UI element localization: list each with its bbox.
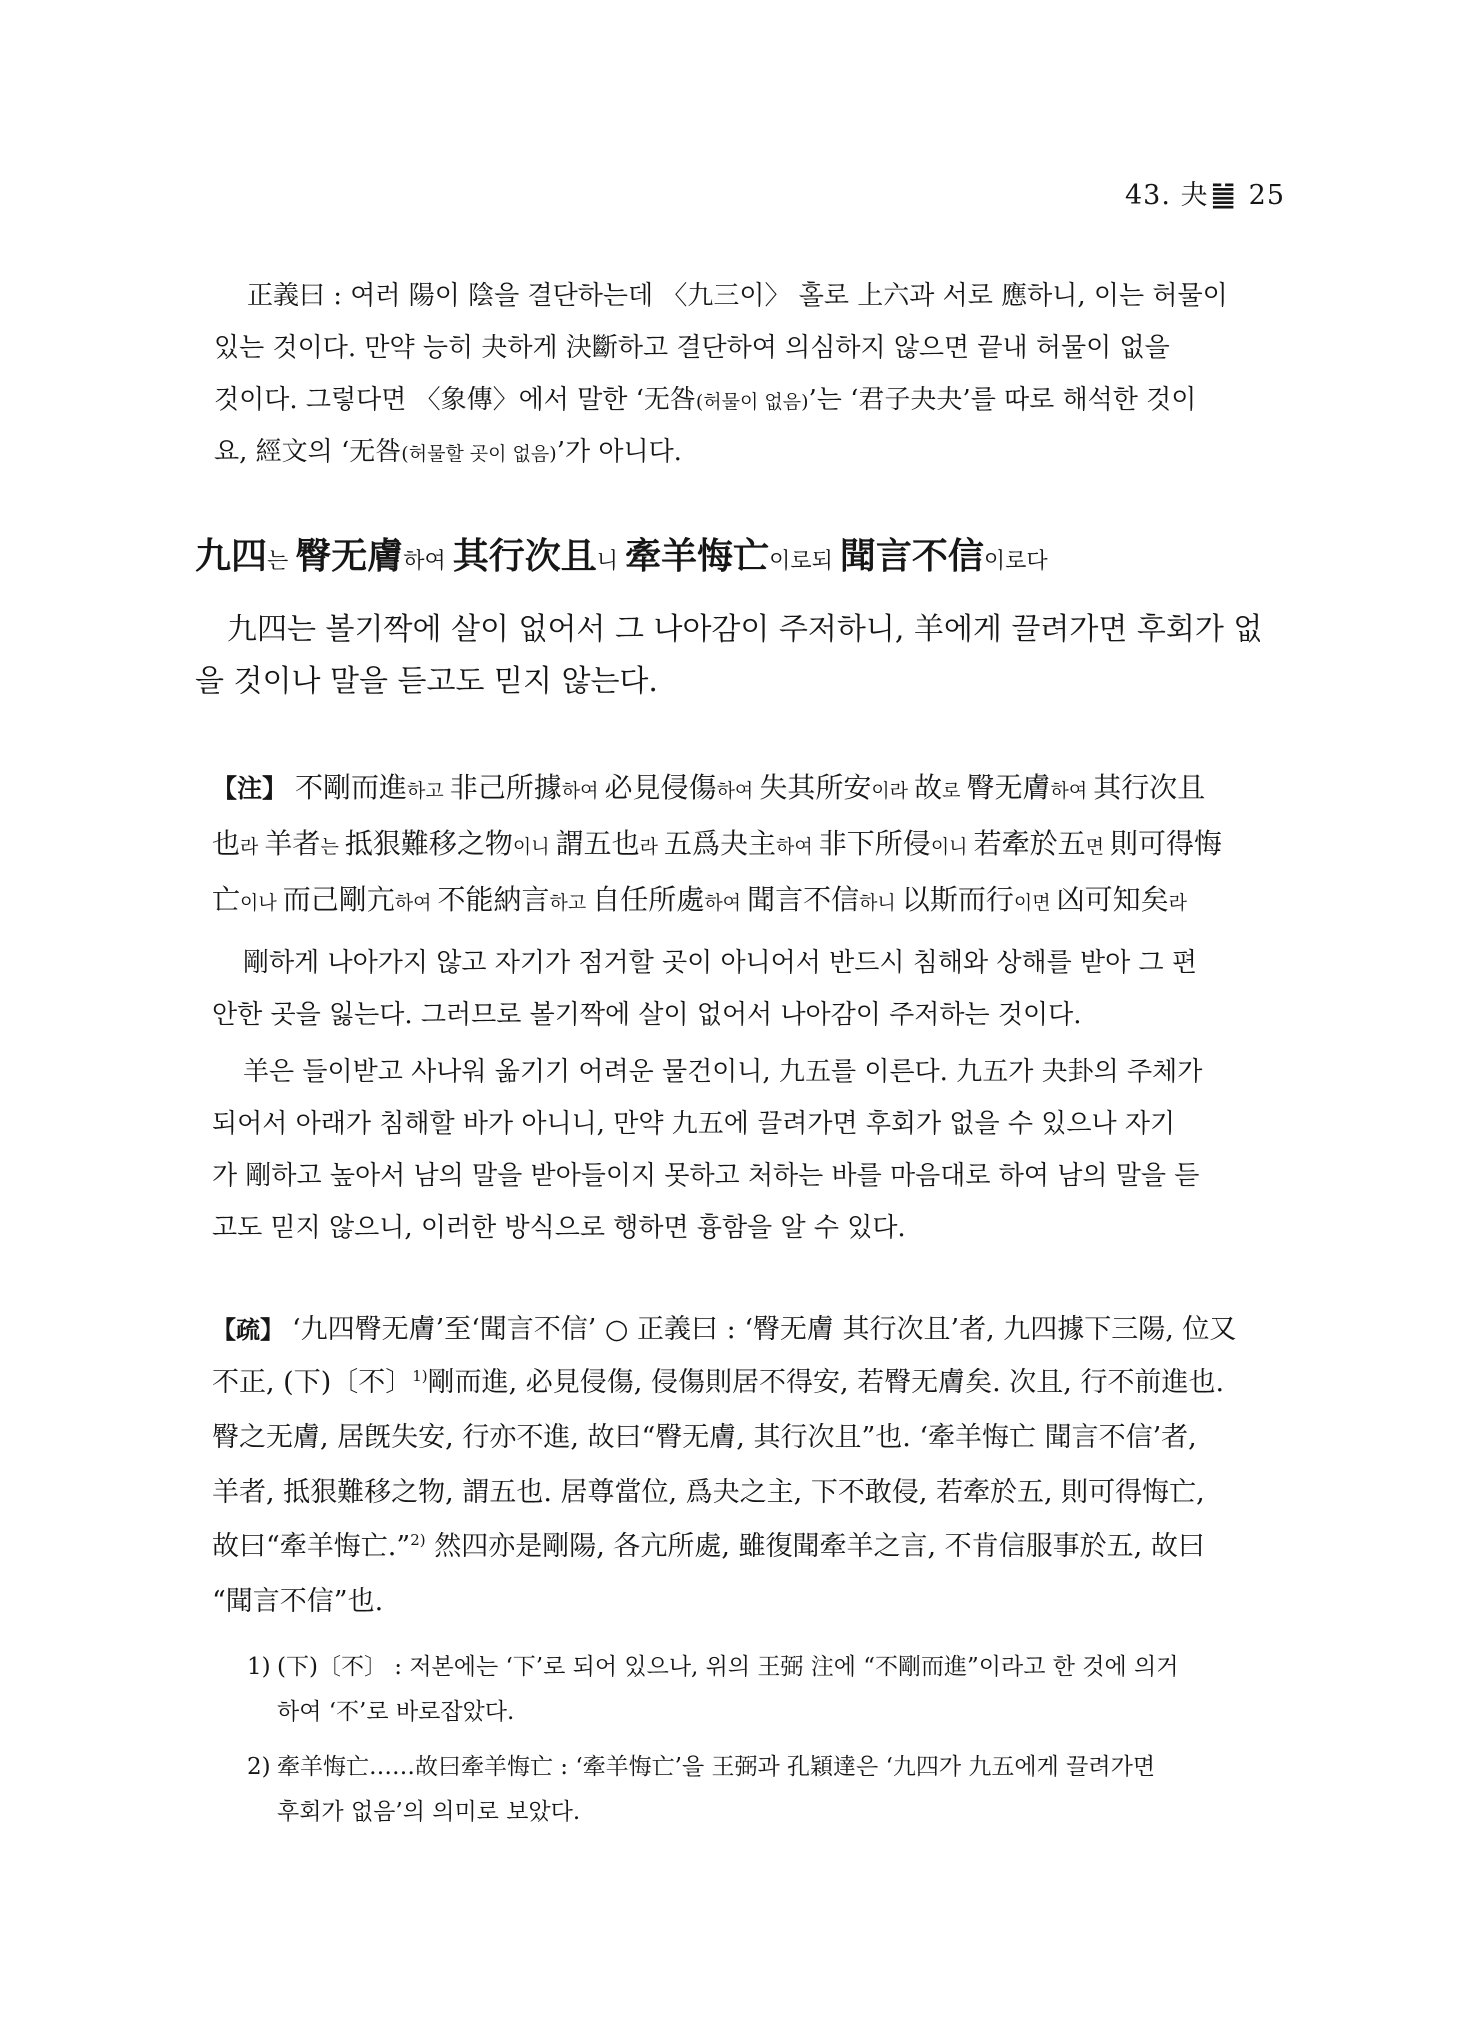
korean-particle: 하여 — [704, 892, 748, 914]
subcommentary-text: ‘九四臀无膚’至‘聞言不信’ ○ 正義曰 : ‘臀无膚 其行次且’者, 九四據下三陽, 位又 — [292, 1314, 1237, 1345]
hanja-phrase: 而己剛亢 — [282, 883, 395, 916]
korean-gloss: (허물이 없음) — [695, 391, 809, 413]
footnote — [247, 1656, 1178, 1679]
hanja-phrase: 必見侵傷 — [604, 771, 717, 804]
korean-particle: 이로다 — [983, 549, 1048, 574]
zhengyi-text: ’는 ‘君子夬夬’를 따로 해석한 것이 — [808, 385, 1197, 415]
commentary-translation-line: 고도 믿지 않으니, 이러한 방식으로 행하면 흉함을 알 수 있다. — [212, 1213, 906, 1243]
hanja-phrase: 牽羊悔亡 — [625, 535, 770, 577]
hanja-phrase: 若牽於五 — [973, 827, 1086, 860]
hanja-phrase: 其行次且 — [452, 535, 597, 577]
hanja-phrase: 臀无膚 — [295, 535, 404, 577]
footnote-ref: 1) — [412, 1367, 428, 1385]
korean-particle: 하여 — [561, 780, 605, 802]
hanja-phrase: 失其所安 — [759, 771, 872, 804]
subcommentary-line — [212, 1316, 1236, 1343]
subcommentary-text: 剛而進, 必見侵傷, 侵傷則居不得安, 若臀无膚矣. 次且, 行不前進也. — [427, 1367, 1225, 1398]
footnote-number: 1) — [247, 1654, 271, 1680]
footnote-ref: 2) — [410, 1531, 426, 1549]
hanja-phrase: 則可得悔 — [1109, 827, 1222, 860]
korean-particle: 이니 — [930, 836, 974, 858]
hanja-phrase: 五爲夬主 — [664, 827, 777, 860]
subcommentary-label: 【疏】 — [212, 1315, 284, 1344]
zhengyi-line: 있는 것이다. 만약 능히 夬하게 決斷하고 결단하여 의심하지 않으면 끝내 허물이 없을 — [214, 333, 1170, 363]
korean-particle: 하여 — [1050, 780, 1094, 802]
hanja-phrase: 亡 — [212, 883, 241, 916]
korean-particle: 면 — [1085, 836, 1110, 858]
korean-particle: 라 — [240, 836, 265, 858]
hanja-phrase: 也 — [212, 827, 241, 860]
korean-particle: 라 — [639, 836, 665, 858]
commentary-translation-line: 되어서 아래가 침해할 바가 아니니, 만약 九五에 끌려가면 후회가 없을 수 있으나 자기 — [212, 1109, 1176, 1139]
running-head-section: 43. 夬 — [1125, 180, 1209, 211]
hanja-phrase: 凶可知矣 — [1056, 883, 1169, 916]
hanja-phrase: 不能納言 — [437, 883, 550, 916]
commentary-translation-line: 羊은 들이받고 사나워 옮기기 어려운 물건이니, 九五를 이른다. 九五가 夬卦의 주체가 — [243, 1057, 1203, 1087]
subcommentary-text: 故曰“牽羊悔亡.” — [212, 1531, 411, 1562]
hanja-phrase: 非下所侵 — [818, 827, 931, 860]
zhengyi-text: 것이다. 그렇다면 〈象傳〉에서 말한 ‘无咎 — [214, 385, 696, 415]
footnote-text: 牽羊悔亡……故曰牽羊悔亡 : ‘牽羊悔亡’을 王弼과 孔穎達은 ‘九四가 九五에게 끌려가면 — [277, 1754, 1156, 1780]
hanja-phrase: 不剛而進 — [295, 771, 408, 804]
page-number: 25 — [1248, 180, 1285, 211]
hanja-phrase: 羊者 — [264, 827, 321, 860]
hanja-phrase: 自任所處 — [592, 883, 705, 916]
hanja-phrase: 故 — [914, 771, 943, 804]
zhengyi-line — [214, 439, 682, 465]
subcommentary-line — [212, 1369, 1224, 1396]
korean-particle: 이니 — [512, 836, 556, 858]
hanja-phrase: 非己所據 — [449, 771, 562, 804]
subcommentary-text: 不正, (下)〔不〕 — [212, 1367, 413, 1398]
hanja-phrase: 聞言不信 — [839, 535, 984, 577]
korean-particle: 하여 — [776, 836, 819, 858]
zhengyi-text: 요, 經文의 ‘无咎 — [214, 437, 402, 467]
korean-particle: 하고 — [407, 780, 450, 802]
korean-particle: 는 — [320, 836, 345, 858]
korean-particle: 이나 — [240, 892, 283, 914]
footnote — [247, 1756, 1155, 1779]
korean-gloss: (허물할 곳이 없음) — [401, 443, 557, 465]
hanja-phrase: 謂五也 — [555, 827, 640, 860]
footnote-continuation: 후회가 없음’의 의미로 보았다. — [277, 1799, 581, 1825]
commentary-line — [212, 827, 1222, 860]
korean-particle: 이로되 — [769, 549, 840, 574]
korean-particle: 하여 — [403, 549, 453, 574]
zhengyi-line: 正義曰 : 여러 陽이 陰을 결단하는데 〈九三이〉 홀로 上六과 서로 應하니, 이는 허물이 — [247, 281, 1228, 311]
hanja-phrase: 抵狠難移之物 — [344, 827, 513, 860]
hanja-phrase: 九四 — [195, 535, 268, 577]
korean-particle: 라 — [1168, 892, 1187, 914]
korean-particle: 하고 — [549, 892, 593, 914]
subcommentary-line — [212, 1533, 1205, 1560]
commentary-line — [212, 883, 1187, 916]
korean-particle: 니 — [596, 549, 626, 574]
commentary-translation-line: 가 剛하고 높아서 남의 말을 받아들이지 못하고 처하는 바를 마음대로 하여 남의 말을 듣 — [212, 1161, 1200, 1191]
commentary-line — [212, 771, 1206, 804]
subcommentary-text: 然四亦是剛陽, 各亢所處, 雖復聞牽羊之言, 不肯信服事於五, 故曰 — [425, 1531, 1205, 1562]
zhengyi-text: ’가 아니다. — [556, 437, 682, 467]
hanja-phrase: 以斯而行 — [901, 883, 1014, 916]
korean-particle: 하여 — [394, 892, 438, 914]
footnote-continuation: 하여 ‘不’로 바로잡았다. — [277, 1699, 515, 1725]
hanja-phrase: 臀无膚 — [966, 771, 1051, 804]
zhengyi-line — [214, 387, 1196, 413]
korean-particle: 하니 — [859, 892, 902, 914]
korean-particle: 이라 — [871, 780, 915, 802]
classic-translation-line: 九四는 볼기짝에 살이 없어서 그 나아감이 주저하니, 羊에게 끌려가면 후회가 없 — [227, 612, 1263, 647]
korean-particle: 는 — [267, 549, 296, 574]
running-head — [1125, 178, 1285, 211]
classic-translation-line: 을 것이나 말을 듣고도 믿지 않는다. — [195, 664, 658, 699]
classic-text-line — [195, 535, 1048, 577]
footnote-text: (下)〔不〕 : 저본에는 ‘下’로 되어 있으나, 위의 王弼 注에 “不剛而進”이라고 한 것에 의거 — [277, 1654, 1179, 1680]
hanja-phrase: 聞言不信 — [747, 883, 860, 916]
commentary-label: 【注】 — [212, 774, 288, 803]
subcommentary-line: 臀之无膚, 居旣失安, 行亦不進, 故曰“臀无膚, 其行次且”也. ‘牽羊悔亡 聞言不信’者, — [212, 1422, 1197, 1453]
subcommentary-line: “聞言不信”也. — [212, 1586, 384, 1617]
hanja-phrase: 其行次且 — [1093, 771, 1206, 804]
hexagram-icon: ䷪ — [1210, 178, 1237, 211]
footnote-number: 2) — [247, 1754, 271, 1780]
korean-particle: 하여 — [716, 780, 760, 802]
subcommentary-line: 羊者, 抵狠難移之物, 謂五也. 居尊當位, 爲夬之主, 下不敢侵, 若牽於五, 則可得悔亡, — [212, 1477, 1205, 1508]
commentary-translation-line: 剛하게 나아가지 않고 자기가 점거할 곳이 아니어서 반드시 침해와 상해를 받아 그 편 — [243, 948, 1198, 978]
commentary-translation-line: 안한 곳을 잃는다. 그러므로 볼기짝에 살이 없어서 나아감이 주저하는 것이다. — [212, 1000, 1082, 1030]
korean-particle: 로 — [942, 780, 967, 802]
korean-particle: 이면 — [1013, 892, 1057, 914]
